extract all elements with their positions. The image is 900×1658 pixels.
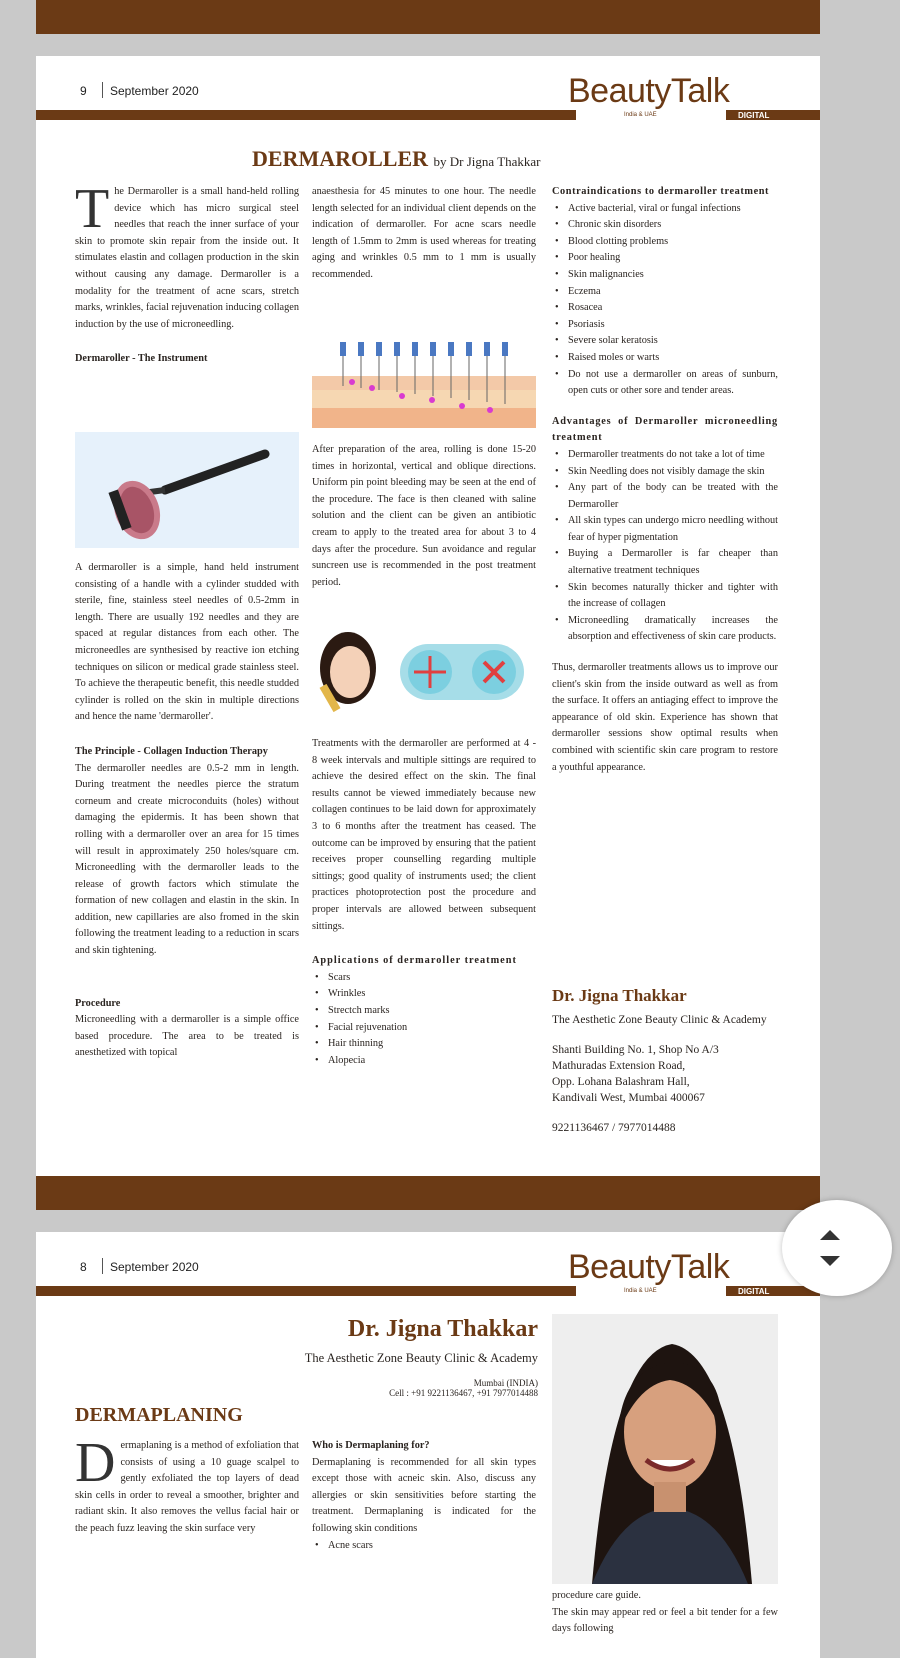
instrument-text: A dermaroller is a simple, hand held instrument consisting of a handle with a cylinder studded with sterile, fine, stainless steel needles of 0.5-2mm in length. There are usually 192 needles and they are spaced at regular distances from each other. The microneedles are synthesised by reactive ion etching techniques on silicon or medical grade stainless steel. To achieve the therapeutic benefit, this needle studded cylinder is rolled on the skin in multiple directions and hence the name 'dermaroller'. <box>75 562 299 723</box>
author-portrait <box>552 1314 778 1584</box>
intro-paragraph: Dermaplaning is a method of exfoliation that consists of using a 10 guage scalpel to gently exfoliated the top layers of dead skin cells in order to reveal a smoother, brighter and radiant skin. It also removes the vellus facial hair or the peach fuzz leaving the skin surface very <box>75 1432 299 1534</box>
title-text: DERMAROLLER <box>252 146 429 171</box>
list-item: • Skin Needling does not visibly damage the skin <box>552 464 778 481</box>
clinic-name: The Aesthetic Zone Beauty Clinic & Academy <box>304 1351 538 1365</box>
beautytalk-logo: BeautyTalk <box>568 72 730 110</box>
drop-cap: T <box>75 178 110 240</box>
column-2-middle <box>312 442 536 591</box>
conditions-list <box>312 1538 536 1555</box>
column-3 <box>552 1588 778 1638</box>
logo-digital: DIGITAL <box>738 111 770 120</box>
list-item: • Skin becomes naturally thicker and tighter with the increase of collagen <box>552 580 778 613</box>
article-title: DERMAPLANING <box>75 1404 243 1426</box>
list-item: • All skin types can undergo micro needling without fear of hyper pigmentation <box>552 513 778 546</box>
list-item: • Severe solar keratosis <box>552 333 778 350</box>
column-3 <box>552 184 778 776</box>
principle-heading: The Principle - Collagen Induction Therapy <box>75 745 268 757</box>
magazine-page-9 <box>36 56 820 1176</box>
article-title <box>252 146 541 172</box>
applications-heading: Applications of dermaroller treatment <box>312 955 517 967</box>
header-divider <box>102 82 103 98</box>
clinic-name: The Aesthetic Zone Beauty Clinic & Academy <box>552 1014 767 1026</box>
chevron-down-icon[interactable] <box>820 1256 840 1266</box>
chevron-up-icon[interactable] <box>820 1230 840 1240</box>
byline: by Dr Jigna Thakkar <box>433 154 541 169</box>
header-divider <box>102 1258 103 1274</box>
instrument-heading: Dermaroller - The Instrument <box>75 353 208 365</box>
column-2 <box>312 1438 536 1554</box>
intro-paragraph: The Dermaroller is a small hand-held rolling device which has micro surgical steel needles that reach the inner surface of your skin to promote skin repair from the inside out. It stimulates elastin and collagen production in the skin without causing any damage. Dermaroller is a modality for the treatment of acne scars, stretch marks, wrinkles, facial rejuvenation inducing collagen induction by the use of microneedling. <box>75 178 299 330</box>
column-2-top <box>312 184 536 284</box>
preparation-text: After preparation of the area, rolling is done 15-20 times in horizontal, vertical and oblique directions. Uniform pin point bleeding may be seen at the end of the procedure. The face is then cleaned with saline solution and the client can be given an antibiotic cream to apply to the treated area for about 3 to 4 days after the procedure. Sun avoidance and regular suncreen use is recommended in the post treatment period. <box>312 444 536 588</box>
list-item: • Poor healing <box>552 250 778 267</box>
list-item: • Rosacea <box>552 300 778 317</box>
who-heading: Who is Dermaplaning for? <box>312 1440 430 1451</box>
contraindications-heading: Contraindications to dermaroller treatment <box>552 186 770 197</box>
dermaroller-photo <box>75 432 299 548</box>
list-item: • Active bacterial, viral or fungal infections <box>552 201 778 218</box>
procedure-text: Microneedling with a dermaroller is a simple office based procedure. The area to be treated is anesthetized with topical <box>75 1014 299 1059</box>
column-1-lower <box>75 560 299 1062</box>
author-block <box>552 988 812 1136</box>
magazine-page-8 <box>36 1232 820 1658</box>
list-item: • Strectch marks <box>312 1003 536 1020</box>
author-name: Dr. Jigna Thakkar <box>347 1316 538 1342</box>
treatment-interval-text: Treatments with the dermaroller are performed at 4 - 8 week intervals and multiple sittings are required to achieve the desired effect on the skin. The final results cannot be viewed immediately because new collagen continues to be laid down for approximately 3 to 6 months after the treatment has ceased. The outcome can be improved by ensuring that the patient receives proper counselling regarding multiple sittings; good quality of instruments used; the client practices photoprotection post the procedure and proper intervals are allowed between subsequent sittings. <box>312 738 536 932</box>
middle-brown-band <box>36 1176 820 1210</box>
issue-date: September 2020 <box>110 1260 199 1274</box>
principle-text: The dermaroller needles are 0.5-2 mm in length. During treatment the needles pierce the stratum corneum and create microconduits (holes) without damaging the epidermis. It has been shown that rolling with a dermaroller over an area for 15 times will result in approximately 250 holes/square cm. Microneedling with the dermaroller leads to the release of growth factors which stimulate the formation of new collagen and elastin in the skin. In addition, new capillaries are also fromed in the skin following the treatment leading to a reduction in scars and skin tightening. <box>75 762 299 957</box>
aftercare-text: procedure care guide. <box>552 1590 641 1601</box>
anaesthesia-text: anaesthesia for 45 minutes to one hour. The needle length selected for an individual client depends on the indication of dermaroller. For acne scars needle length of 1.5mm to 2mm is used whereas for treating aging and wrinkles 0.5 mm to 1 mm is usually recommended. <box>312 186 536 280</box>
list-item: • Microneedling dramatically increases the absorption and effectiveness of skin care products. <box>552 613 778 646</box>
logo-digital: DIGITAL <box>738 1287 770 1296</box>
who-text: Dermaplaning is recommended for all skin types except those with acneic skin. Also, discuss any allergies or skin sensitivities before starting the treatment. Dermaplaning is indicated for the following skin conditions <box>312 1456 536 1534</box>
logo-region: India & UAE <box>624 1288 657 1294</box>
cell-numbers: Cell : +91 9221136467, +91 7977014488 <box>389 1388 538 1398</box>
list-item: • Facial rejuvenation <box>312 1020 536 1037</box>
page-number: 9 <box>80 84 87 98</box>
advantages-list <box>552 447 778 646</box>
page-nav-control <box>782 1200 892 1296</box>
list-item: • Skin malignancies <box>552 267 778 284</box>
beautytalk-logo: BeautyTalk <box>568 1248 730 1286</box>
page-number: 8 <box>80 1260 87 1274</box>
aftercare-text-2: The skin may appear red or feel a bit tender for a few days following <box>552 1606 778 1635</box>
list-item: • Dermaroller treatments do not take a lot of time <box>552 447 778 464</box>
drop-cap: D <box>75 1432 116 1494</box>
author-header <box>236 1316 538 1398</box>
applications-list <box>312 970 536 1070</box>
author-name: Dr. Jigna Thakkar <box>552 986 687 1005</box>
header-rule <box>36 1286 576 1296</box>
address-line: Kandivali West, Mumbai 400067 <box>552 1092 705 1104</box>
contraindications-list <box>552 201 778 400</box>
list-item: • Blood clotting problems <box>552 234 778 251</box>
address-line: Mathuradas Extension Road, <box>552 1060 686 1072</box>
list-item: • Chronic skin disorders <box>552 217 778 234</box>
list-item: • Any part of the body can be treated with the Dermaroller <box>552 480 778 513</box>
face-massage-illustration <box>312 622 536 724</box>
address-line: Opp. Lohana Balashram Hall, <box>552 1076 690 1088</box>
list-item: • Hair thinning <box>312 1036 536 1053</box>
column-1 <box>75 178 299 368</box>
skin-layers-diagram <box>312 336 536 432</box>
list-item: • Psoriasis <box>552 317 778 334</box>
column-1 <box>75 1432 299 1538</box>
header-rule <box>36 110 576 120</box>
list-item: • Acne scars <box>312 1538 536 1555</box>
list-item: • Buying a Dermaroller is far cheaper than alternative treatment techniques <box>552 546 778 579</box>
list-item: • Raised moles or warts <box>552 350 778 367</box>
logo-region: India & UAE <box>624 112 657 118</box>
list-item: • Wrinkles <box>312 986 536 1003</box>
advantages-heading: Advantages of Dermaroller microneedling treatment <box>552 415 778 444</box>
list-item: • Do not use a dermaroller on areas of sunburn, open cuts or other sore and tender areas. <box>552 367 778 400</box>
top-brown-band <box>36 0 820 34</box>
column-2-lower <box>312 736 536 1069</box>
location: Mumbai (INDIA) <box>473 1378 538 1388</box>
address-line: Shanti Building No. 1, Shop No A/3 <box>552 1044 719 1056</box>
list-item: • Scars <box>312 970 536 987</box>
phone-number: 9221136467 / 7977014488 <box>552 1122 676 1134</box>
summary-text: Thus, dermaroller treatments allows us to improve our client's skin from the inside outward as well as from the surface. It offers an antiaging effect to improve the appearance of old skin. Experience has shown that dermaroller sessions show optimal results when combined with scientific skin care program to restore a youthful appearance. <box>552 662 778 773</box>
list-item: • Eczema <box>552 284 778 301</box>
list-item: • Alopecia <box>312 1053 536 1070</box>
procedure-heading: Procedure <box>75 997 121 1009</box>
issue-date: September 2020 <box>110 84 199 98</box>
